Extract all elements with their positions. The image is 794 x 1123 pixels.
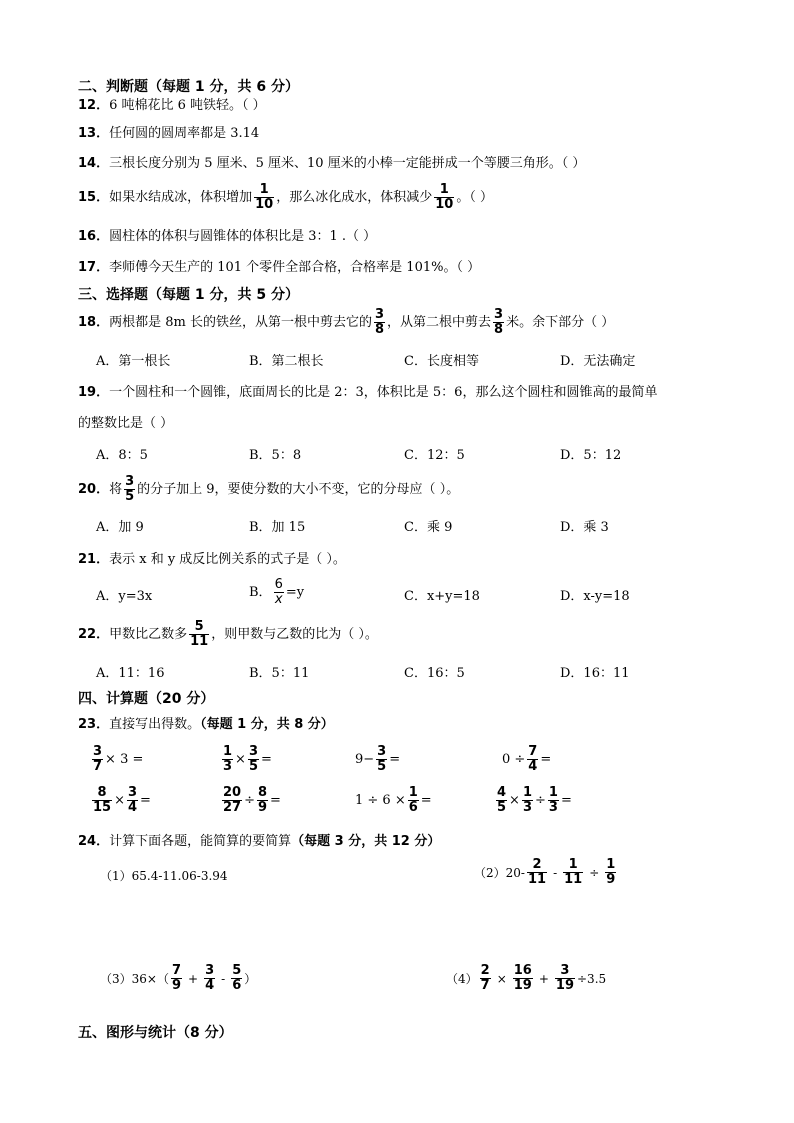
option-d[interactable]: D．16：11 [560,666,630,681]
fraction [493,308,504,337]
option-a[interactable]: A．y=3x [96,589,153,604]
denominator: 5 [377,759,387,774]
operator: ÷ [244,793,255,808]
denominator: 19 [513,978,532,993]
option-a[interactable]: A．加 9 [96,520,144,535]
numerator: 5 [232,963,242,978]
fraction [254,183,274,212]
numerator: 1 [408,785,418,800]
expression-text: （3）36×（ [100,971,169,986]
operator: × [235,752,246,767]
question-text-part: ，则甲数与乙数的比为（ ）。 [211,627,378,642]
option-a[interactable]: A．11：16 [96,666,165,681]
option-c[interactable]: C．x+y=18 [404,589,480,604]
question-18 [78,308,614,337]
option-a[interactable]: A．第一根长 [96,354,171,369]
numerator: 8 [258,785,268,800]
section-4-title: 四、计算题（20 分） [78,691,215,707]
expression-text: = [420,793,432,808]
question-20 [78,475,459,504]
numerator: 3 [205,963,215,978]
numerator: 6 [274,577,283,592]
question-text: 计算下面各题，能简算的要简算 [109,834,292,849]
expression-6 [220,786,281,815]
denominator: 11 [564,872,583,887]
numerator: 16 [513,963,532,978]
option-letter: B． [249,585,272,600]
question-text-part: 甲数比乙数多 [109,627,188,642]
operator: + [188,971,199,986]
expression-4 [502,745,551,774]
section-3-title: 三、选择题（每题 1 分，共 5 分） [78,287,299,303]
section-2-title: 二、判断题（每题 1 分，共 6 分） [78,79,299,95]
numerator: 1 [606,857,616,872]
operator: × [114,793,125,808]
question-text: 三根长度分别为 5 厘米、5 厘米、10 厘米的小棒一定能拼成一个等腰三角形。（ ） [109,156,586,171]
denominator: 9 [606,872,616,887]
numerator: 3 [93,744,103,759]
question-text-part: 米。余下部分（ ） [506,315,615,330]
numerator: 3 [494,307,504,322]
option-b[interactable]: B．加 15 [249,520,306,535]
expression-text: = [261,752,272,767]
question-text: 6 吨棉花比 6 吨铁轻。（ ） [109,98,266,113]
question-23 [78,718,334,731]
operator: ÷ [535,793,546,808]
question-number: 22． [78,627,110,642]
question-19 [78,386,657,399]
operator: × [496,971,507,986]
option-b[interactable]: B．5：11 [249,666,310,681]
expression-1 [90,745,143,774]
question-number: 19． [78,385,110,400]
numerator: 8 [97,785,107,800]
question-text-part: ，从第二根中剪去 [387,315,492,330]
expression-text: ） [244,971,257,986]
question-text: 圆柱体的体积与圆锥体的体积比是 3：1 .（ ） [109,229,377,244]
numerator: 1 [223,744,233,759]
question-number: 13． [78,126,110,141]
problem-3 [100,964,256,993]
denominator: 3 [223,759,233,774]
question-19-line-2: 的整数比是（ ） [78,416,174,431]
denominator: 10 [255,197,274,212]
expression-3 [355,745,400,774]
fraction [189,620,209,649]
question-13 [78,127,259,140]
numerator: 1 [548,785,558,800]
question-text: 任何圆的圆周率都是 3.14 [109,126,260,141]
numerator: 4 [497,785,507,800]
question-text-part: 将 [109,482,123,497]
expression-text: 0 ÷ [502,752,526,767]
score-note: （每题 3 分，共 12 分） [291,834,441,849]
expression-text: = [560,793,572,808]
problem-1: （1）65.4-11.06-3.94 [100,869,228,883]
option-d[interactable]: D．无法确定 [560,354,636,369]
denominator: 9 [171,978,182,993]
expression-text: = [270,793,281,808]
expression-7 [355,786,432,815]
expression-text: = [540,752,552,767]
operator: ÷ [589,865,600,880]
question-number: 18． [78,315,110,330]
score-note: （每题 1 分，共 8 分） [200,717,334,732]
denominator: 4 [528,759,538,774]
expression-text: = [389,752,401,767]
denominator: 5 [497,800,507,815]
expression-text: × 3 = [105,752,144,767]
option-b[interactable]: B．第二根长 [249,354,324,369]
numerator: 3 [560,963,570,978]
option-d[interactable]: D．x-y=18 [560,589,630,604]
question-16 [78,230,376,243]
option-c[interactable]: C．16：5 [404,666,465,681]
option-text: =y [285,585,305,600]
expression-8 [494,786,572,815]
expression-text: （4） [446,971,478,986]
expression-2 [220,745,272,774]
denominator: x [274,592,283,607]
question-number: 14． [78,156,110,171]
question-text: 直接写出得数。 [109,717,201,732]
option-d[interactable]: D．乘 3 [560,520,609,535]
question-text-part: 两根都是 8m 长的铁丝，从第一根中剪去它的 [109,315,372,330]
expression-text: = [140,793,151,808]
question-number: 12． [78,98,110,113]
operator: + [538,971,549,986]
denominator: 4 [128,800,138,815]
denominator: 27 [223,800,242,815]
numerator: 7 [528,744,538,759]
question-number: 16． [78,229,110,244]
question-number: 24． [78,834,110,849]
question-text-part: 。（ ） [456,190,493,205]
numerator: 5 [194,619,204,634]
denominator: 7 [93,759,103,774]
fraction [124,475,135,504]
problem-4 [446,964,606,993]
denominator: 4 [205,978,215,993]
question-24 [78,835,440,848]
numerator: 3 [125,474,135,489]
option-d[interactable]: D．5：12 [560,448,622,463]
question-12 [78,99,266,112]
expression-text: ÷3.5 [577,971,607,986]
section-5-title: 五、图形与统计（8 分） [78,1025,233,1041]
question-21 [78,553,346,566]
option-c[interactable]: C．乘 9 [404,520,453,535]
question-text-part: 的分子加上 9，要使分数的大小不变，它的分母应（ ）。 [137,482,460,497]
denominator: 8 [374,322,385,337]
question-22 [78,620,378,649]
option-a[interactable]: A．8：5 [96,448,148,463]
numerator: 2 [532,857,542,872]
denominator: 19 [555,978,574,993]
denominator: 7 [480,978,490,993]
problem-2 [474,858,618,887]
denominator: 9 [258,800,268,815]
denominator: 15 [93,800,112,815]
question-text: 一个圆柱和一个圆锥，底面周长的比是 2：3，体积比是 5：6，那么这个圆柱和圆锥高的最简单 [109,385,658,400]
denominator: 6 [408,800,418,815]
numerator: 3 [374,307,385,322]
numerator: 3 [128,785,138,800]
question-15 [78,183,493,212]
expression-text: 9− [355,752,375,767]
numerator: 1 [439,182,449,197]
question-14 [78,157,585,170]
operator: - [221,971,226,986]
numerator: 3 [248,744,258,759]
expression-5 [90,786,151,815]
numerator: 20 [223,785,242,800]
denominator: 11 [527,872,547,887]
numerator: 1 [522,785,532,800]
option-c[interactable]: C．12：5 [404,448,465,463]
question-text-part: ，那么冰化成水，体积减少 [276,190,433,205]
question-number: 23． [78,717,110,732]
fraction [434,183,454,212]
denominator: 6 [232,978,242,993]
denominator: 3 [522,800,532,815]
question-text-part: 如果水结成冰，体积增加 [109,190,253,205]
numerator: 1 [568,857,578,872]
expression-text: （2）20- [474,865,525,880]
numerator: 1 [259,182,269,197]
question-17 [78,261,480,274]
denominator: 8 [494,322,504,337]
numerator: 3 [377,744,387,759]
expression-text: 1 ÷ 6 × [355,793,406,808]
option-b[interactable] [249,578,304,607]
option-b[interactable]: B．5：8 [249,448,302,463]
question-number: 20． [78,482,110,497]
operator: - [553,865,558,880]
question-text: 表示 x 和 y 成反比例关系的式子是（ ）。 [109,552,346,567]
denominator: 11 [190,634,209,649]
option-c[interactable]: C．长度相等 [404,354,479,369]
operator: × [509,793,520,808]
denominator: 3 [548,800,558,815]
question-number: 15． [78,190,110,205]
numerator: 7 [171,963,182,978]
question-number: 21． [78,552,110,567]
numerator: 2 [480,963,490,978]
question-text: 李师傅今天生产的 101 个零件全部合格，合格率是 101%。（ ） [109,260,481,275]
fraction [374,308,385,337]
question-number: 17． [78,260,110,275]
denominator: 10 [435,197,454,212]
denominator: 5 [248,759,258,774]
fraction [274,578,284,607]
denominator: 5 [125,489,135,504]
